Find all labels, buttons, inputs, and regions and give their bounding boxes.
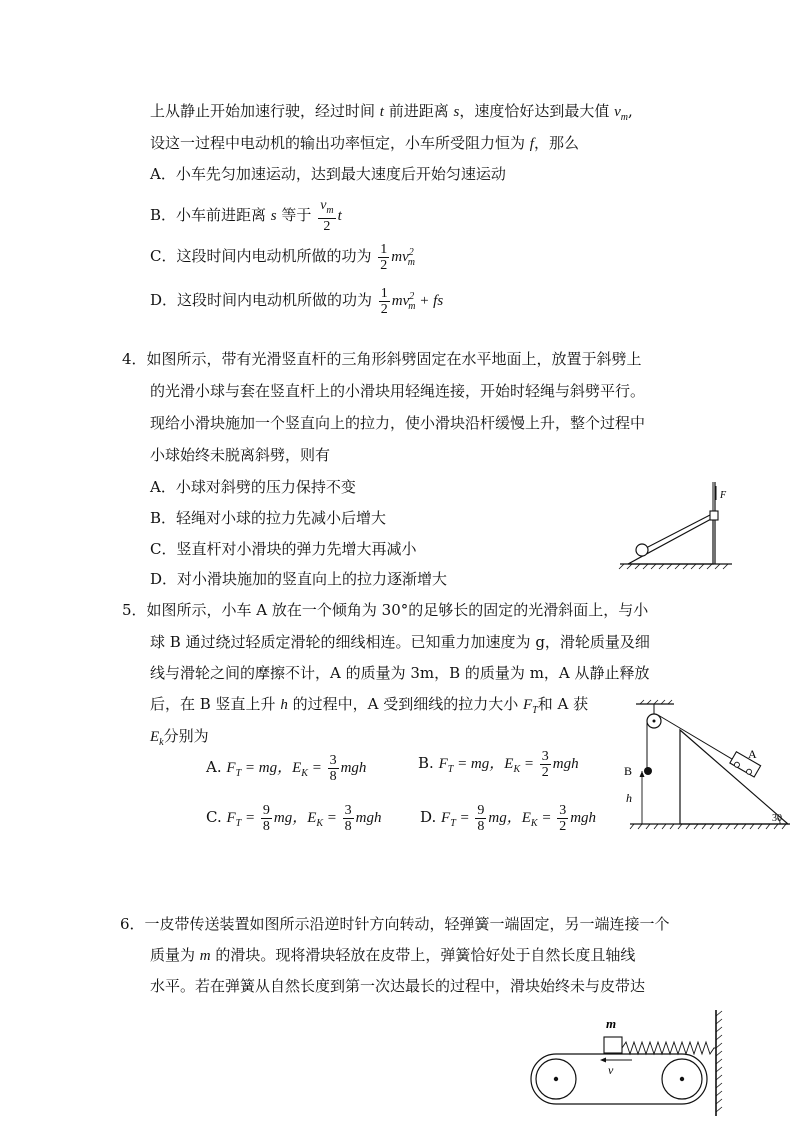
expr: =: [455, 810, 474, 826]
q5-option-b: [418, 748, 579, 785]
sub-m: m: [620, 112, 629, 123]
q5-figure: [620, 700, 792, 832]
var-t: t: [379, 104, 384, 120]
var-m: m: [199, 948, 211, 964]
text: C．这段时间内电动机所做的功为: [150, 247, 377, 265]
text: 的滑块。现将滑块轻放在皮带上，弹簧恰好处于自然长度且轴线: [210, 946, 636, 964]
expr: = mg，: [241, 760, 293, 776]
q3-stem-line1: [150, 101, 633, 128]
den: 2: [559, 818, 567, 834]
text: ,: [628, 102, 633, 120]
text: ，速度恰好达到最大值: [459, 102, 615, 120]
expr: =: [307, 760, 326, 776]
text: 前进距离: [383, 102, 454, 120]
label-m: m: [606, 1016, 617, 1031]
fraction: [540, 749, 551, 780]
sub: k: [159, 737, 164, 748]
sub: T: [450, 818, 456, 829]
fraction: [261, 803, 272, 834]
q5-stem-line3: 线与滑轮之间的摩擦不计，A 的质量为 3m，B 的质量为 m，A 从静止释放: [150, 664, 650, 682]
label-A: A: [748, 747, 757, 761]
den: 8: [329, 768, 337, 784]
expr: mv: [391, 249, 409, 265]
num: 3: [344, 802, 352, 818]
den: 2: [323, 218, 331, 234]
sub: T: [532, 705, 538, 716]
var: E: [521, 810, 531, 826]
expr: mg，: [273, 810, 308, 826]
text: 的过程中，A 受到细线的拉力大小: [287, 695, 523, 713]
q4-option-c: C．竖直杆对小滑块的弹力先增大再减小: [150, 540, 417, 558]
expr: + fs: [415, 293, 444, 309]
expr: =: [241, 810, 259, 826]
sup: 2: [409, 291, 415, 302]
q6-stem-line2: [150, 945, 635, 966]
text: 设这一过程中电动机的输出功率恒定，小车所受阻力恒为: [150, 134, 530, 152]
var-s: s: [453, 104, 460, 120]
q4-stem-line4: 小球始终未脱离斜劈，则有: [150, 446, 331, 464]
q5-stem-line1: 5．如图所示，小车 A 放在一个倾角为 30°的足够长的固定的光滑斜面上，与小: [122, 601, 649, 619]
fraction: [343, 803, 354, 834]
text: 分别为: [163, 727, 209, 745]
label-30: 30: [772, 813, 782, 824]
sub: m: [407, 257, 415, 268]
var-F: F: [522, 697, 533, 713]
den: 8: [477, 818, 485, 834]
var: F: [226, 760, 236, 776]
sub: m: [326, 204, 334, 216]
den: 2: [380, 301, 388, 317]
text: 等于: [276, 205, 317, 224]
q5-stem-line2: 球 B 通过绕过轻质定滑轮的细线相连。已知重力加速度为 g，滑轮质量及细: [150, 633, 650, 651]
q4-stem-line2: 的光滑小球与套在竖直杆上的小滑块用轻绳连接，开始时轻绳与斜劈平行。: [150, 382, 646, 400]
text: B．小车前进距离: [150, 205, 271, 224]
q6-stem-line3: 水平。若在弹簧从自然长度到第一次达最长的过程中，滑块始终未与皮带达: [150, 977, 646, 995]
fraction: [379, 286, 390, 317]
q3-option-a: A．小车先匀加速运动，达到最大速度后开始匀速运动: [150, 165, 506, 183]
q6-figure: [528, 1008, 738, 1120]
text: ，那么: [533, 134, 579, 152]
num: 1: [380, 285, 388, 301]
sub: K: [513, 764, 521, 775]
label-B: B: [624, 764, 633, 778]
label: A.: [206, 758, 222, 776]
text: 质量为: [150, 946, 200, 964]
expr: =: [537, 810, 556, 826]
expr: =: [520, 756, 538, 772]
var-s: s: [270, 207, 277, 224]
num: 3: [541, 748, 549, 764]
expr: = mg，: [453, 756, 505, 772]
sub: T: [235, 768, 242, 779]
num: 1: [380, 241, 388, 257]
num: v: [320, 198, 327, 213]
fraction: [318, 198, 335, 234]
expr: mgh: [570, 810, 597, 826]
expr: =: [323, 810, 341, 826]
expr: mgh: [355, 810, 382, 826]
q4-option-b: B．轻绳对小球的拉力先减小后增大: [150, 509, 387, 527]
q3-option-d: [150, 282, 443, 322]
fraction: [378, 242, 389, 273]
q3-option-b: [150, 198, 342, 234]
text: 上从静止开始加速行驶，经过时间: [150, 102, 380, 120]
den: 2: [380, 257, 388, 273]
q4-stem-line1: 4．如图所示，带有光滑竖直杆的三角形斜劈固定在水平地面上，放置于斜劈上: [122, 350, 642, 368]
label: C.: [206, 808, 222, 826]
q5-option-a: [206, 752, 366, 789]
q5-option-c: [206, 802, 382, 839]
var: E: [292, 760, 302, 776]
label-h: h: [626, 791, 632, 805]
label: B.: [418, 754, 434, 772]
sub: K: [301, 768, 308, 779]
sub: m: [408, 301, 416, 312]
q4-option-d: D．对小滑块施加的竖直向上的拉力逐渐增大: [150, 570, 448, 588]
expr: mgh: [340, 760, 367, 776]
sup: 2: [408, 247, 414, 258]
num: 3: [329, 752, 337, 768]
expr: mv: [391, 293, 410, 309]
var: E: [307, 810, 317, 826]
q4-stem-line3: 现给小滑块施加一个竖直向上的拉力，使小滑块沿杆缓慢上升，整个过程中: [150, 414, 646, 432]
sub: K: [316, 818, 324, 829]
q5-stem-line5: [150, 726, 209, 753]
num: 9: [262, 802, 270, 818]
fraction: [557, 803, 568, 834]
text: 后，在 B 竖直上升: [150, 695, 281, 713]
var-f: f: [529, 136, 534, 152]
label: D.: [420, 808, 437, 826]
fraction: [475, 803, 486, 834]
sub: K: [530, 818, 538, 829]
var: E: [504, 756, 514, 772]
q6-stem-line1: 6．一皮带传送装置如图所示沿逆时针方向转动，轻弹簧一端固定，另一端连接一个: [120, 915, 670, 933]
sub: T: [447, 764, 454, 775]
var: F: [441, 810, 451, 826]
var: F: [226, 810, 236, 826]
q4-option-a: A．小球对斜劈的压力保持不变: [150, 478, 356, 496]
expr: mgh: [552, 756, 579, 772]
var-t: t: [337, 207, 342, 224]
q4-figure: [610, 478, 740, 570]
label-F: F: [720, 490, 727, 501]
var: F: [438, 756, 448, 772]
text: D．这段时间内电动机所做的功为: [150, 291, 377, 309]
den: 2: [541, 764, 549, 780]
expr: mg，: [488, 810, 522, 826]
num: 3: [559, 802, 567, 818]
sub: T: [235, 818, 242, 829]
q5-option-d: [420, 802, 596, 839]
text: 和 A 获: [537, 695, 589, 713]
var-E: E: [150, 729, 160, 745]
q3-stem-line2: [150, 133, 579, 154]
var-h: h: [280, 697, 288, 713]
q3-option-c: [150, 238, 415, 278]
var-v: v: [614, 104, 621, 120]
den: 8: [262, 818, 270, 834]
den: 8: [344, 818, 352, 834]
fraction: [328, 753, 339, 784]
label-v: v: [608, 1063, 614, 1077]
q5-stem-line4: [150, 694, 588, 721]
num: 9: [477, 802, 485, 818]
